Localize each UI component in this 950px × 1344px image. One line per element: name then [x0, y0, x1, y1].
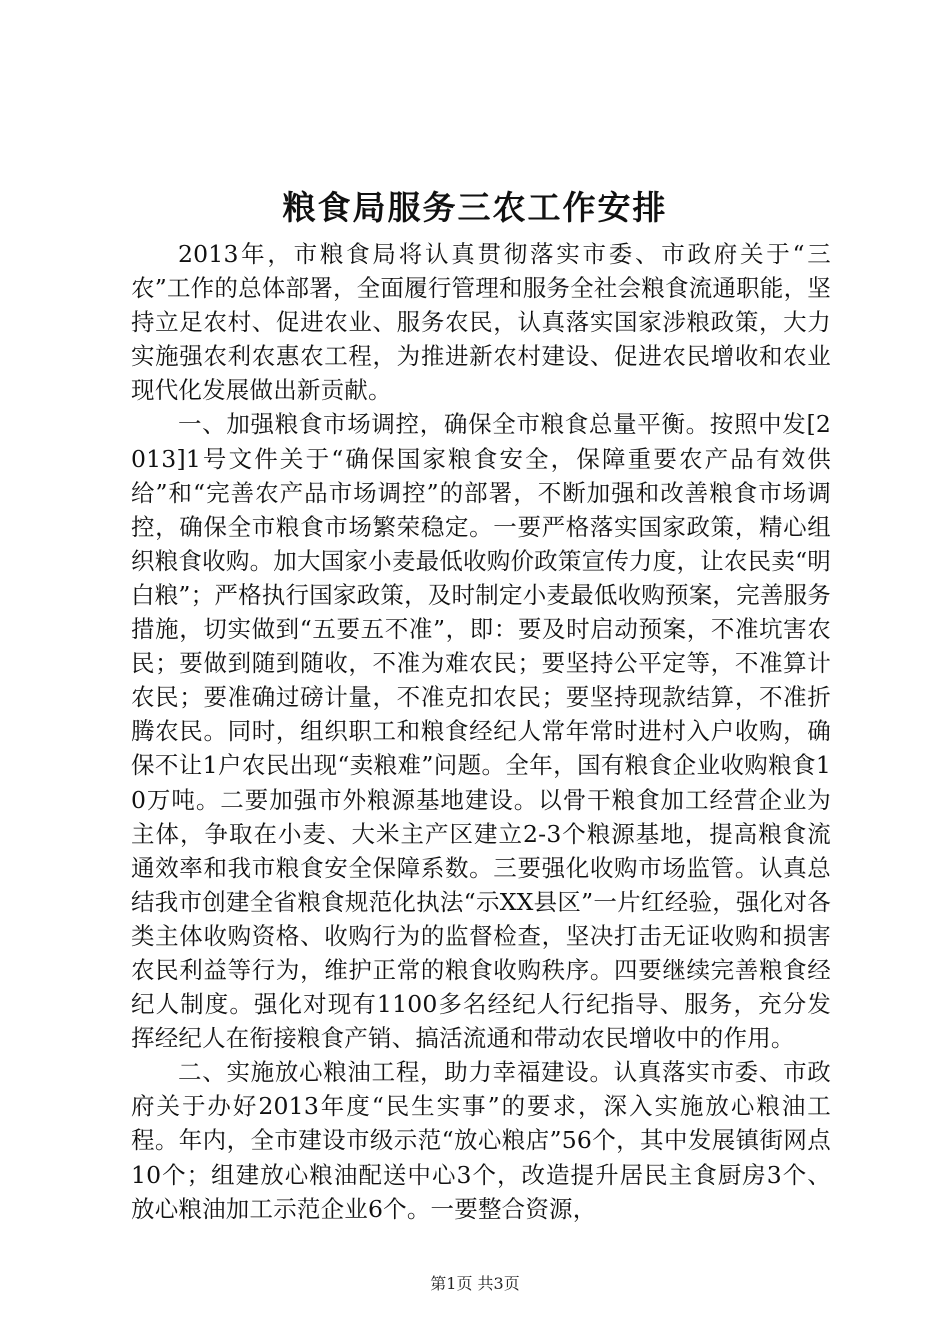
page-number-footer: 第1页 共3页 — [430, 1274, 520, 1293]
document-body — [131, 237, 831, 1226]
section-two-paragraph: 二、实施放心粮油工程，助力幸福建设。认真落实市委、市政府关于办好2013年度“民生实事”的要求，深入实施放心粮油工程。年内，全市建设市级示范“放心粮店”56个，其中发展镇街网点10个；组建放心粮油配送中心3个，改造提升居民主食厨房3个、放心粮油加工示范企业6个。一要整合资源， — [131, 1058, 831, 1223]
document-title: 粮食局服务三农工作安排 — [282, 188, 668, 227]
section-one-paragraph: 一、加强粮食市场调控，确保全市粮食总量平衡。按照中发[2013]1号文件关于“确保国家粮食安全，保障重要农产品有效供给”和“完善农产品市场调控”的部署，不断加强和改善粮食市场调控，确保全市粮食市场繁荣稳定。一要严格落实国家政策，精心组织粮食收购。加大国家小麦最低收购价政策宣传力度，让农民卖“明白粮”；严格执行国家政策，及时制定小麦最低收购预案，完善服务措施，切实做到“五要五不准”，即：要及时启动预案，不准坑害农民；要做到随到随收，不准为难农民；要坚持公平定等，不准算计农民；要准确过磅计量，不准克扣农民；要坚持现款结算，不准折腾农民。同时，组织职工和粮食经纪人常年常时进村入户收购，确保不让1户农民出现“卖粮难”问题。全年，国有粮食企业收购粮食10万吨。二要加强市外粮源基地建设。以骨干粮食加工经营企业为主体，争取在小麦、大米主产区建立2-3个粮源基地，提高粮食流通效率和我市粮食安全保障系数。三要强化收购市场监管。认真总结我市创建全省粮食规范化执法“示XX县区”一片红经验，强化对各类主体收购资格、收购行为的监督检查，坚决打击无证收购和损害农民利益等行为，维护正常的粮食收购秩序。四要继续完善粮食经纪人制度。强化对现有1100多名经纪人行纪指导、服务，充分发挥经纪人在衔接粮食产销、搞活流通和带动农民增收中的作用。 — [131, 410, 831, 1053]
intro-paragraph: 2013年，市粮食局将认真贯彻落实市委、市政府关于“三农”工作的总体部署，全面履行管理和服务全社会粮食流通职能，坚持立足农村、促进农业、服务农民，认真落实国家涉粮政策，大力实施强农利农惠农工程，为推进新农村建设、促进农民增收和农业现代化发展做出新贡献。 — [131, 240, 831, 405]
